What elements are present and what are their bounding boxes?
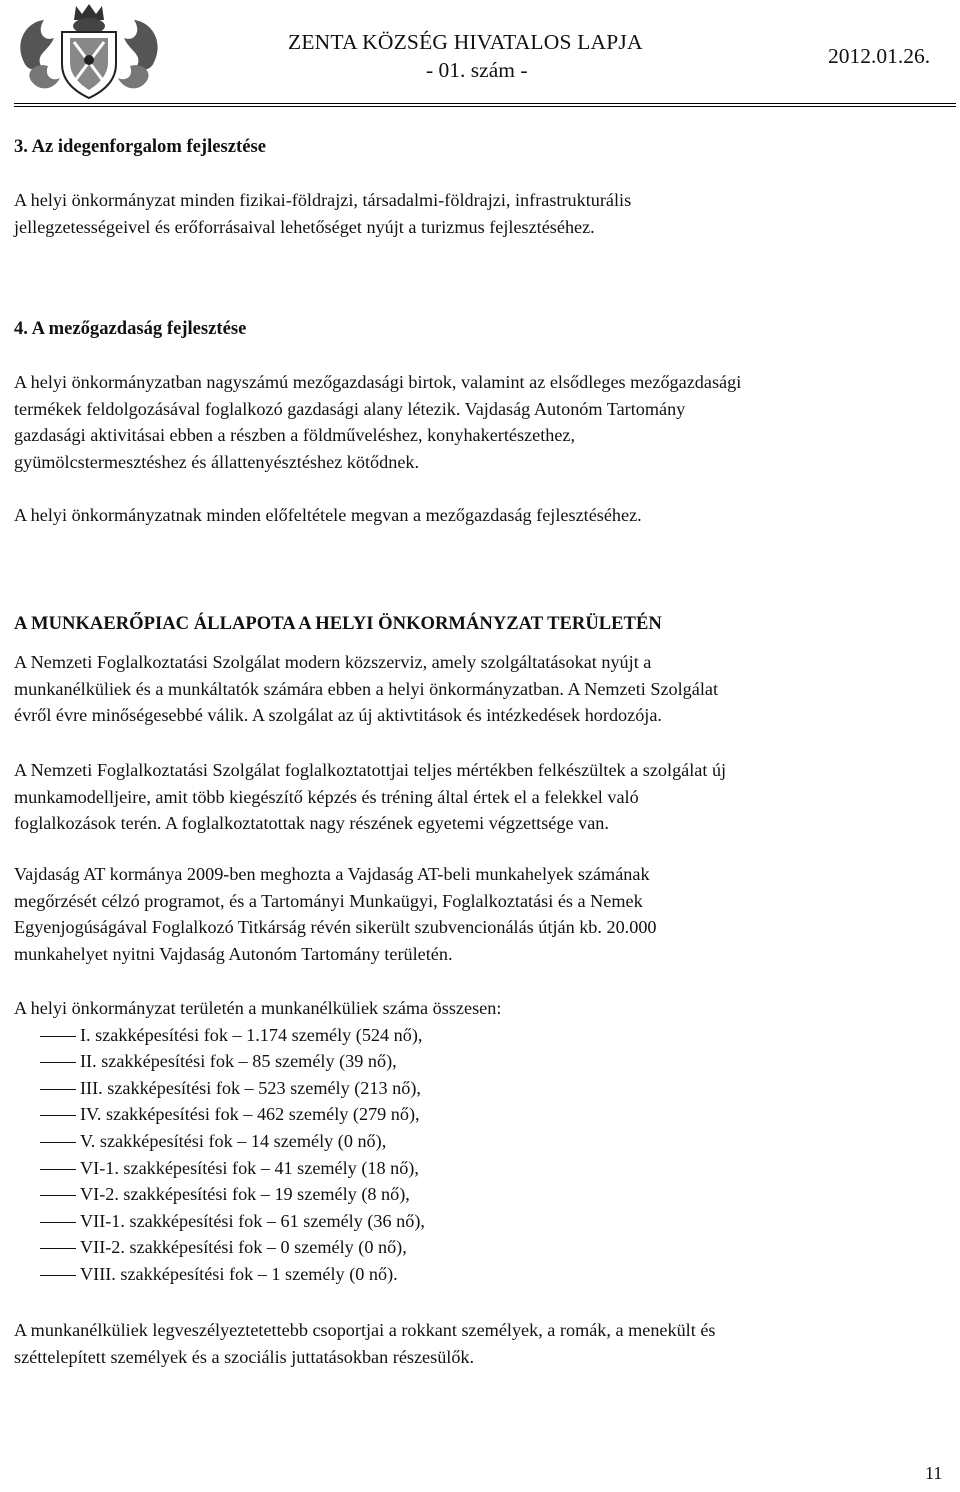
text-line: Egyenjogúságával Foglalkozó Titkárság révén sikerült szubvencionálás útján kb. 20.000: [14, 917, 657, 938]
list-item: VII-2. szakképesítési fok – 0 személy (0 nő),: [14, 1234, 944, 1261]
text-line: A helyi önkormányzatnak minden előfeltétele megvan a mezőgazdaság fejlesztéséhez.: [14, 505, 642, 525]
section-heading: 3. Az idegenforgalom fejlesztése: [14, 136, 266, 157]
text-line: széttelepített személyek és a szociális juttatásokban részesülők.: [14, 1346, 475, 1367]
labour-para1: [14, 649, 944, 729]
list-item: VIII. szakképesítési fok – 1 személy (0 nő).: [14, 1261, 944, 1288]
text-line: megőrzését célzó programot, és a Tartományi Munkaügyi, Foglalkoztatási és a Nemek: [14, 890, 643, 911]
issue-number: - 01. szám -: [426, 58, 528, 82]
labour-para4: [14, 1317, 944, 1370]
section-agriculture-para1: [14, 369, 944, 475]
section-tourism: [14, 134, 944, 161]
text-line: évről évre minőségesebbé válik. A szolgálat az új aktivtitások és intézkedések hordozója.: [14, 705, 662, 726]
text-line: A munkanélküliek legveszélyeztetettebb csoportjai a rokkant személyek, a romák, a menekült és: [14, 1320, 716, 1340]
page-header: [0, 0, 960, 106]
publication-date: 2012.01.26.: [828, 44, 931, 68]
text-line: munkanélküliek és a munkáltatók számára ebben a helyi önkormányzatban. A Nemzeti Szolgálat: [14, 678, 719, 699]
text-line: gyümölcstermesztéshez és állattenyésztéshez kötődnek.: [14, 451, 420, 472]
text-line: foglalkozások terén. A foglalkoztatottak nagy részének egyetemi végzettsége van.: [14, 813, 609, 834]
labour-para3: [14, 861, 944, 967]
section-tourism-text: [14, 187, 944, 240]
list-intro: A helyi önkormányzat területén a munkanélküliek száma összesen:: [14, 998, 502, 1018]
section-agriculture: [14, 316, 944, 343]
text-line: gazdasági aktivitásai ebben a részben a földműveléshez, konyhakertészethez,: [14, 425, 576, 446]
unemployment-list-block: [14, 995, 944, 1288]
text-line: A helyi önkormányzatban nagyszámú mezőgazdasági birtok, valamint az elsődleges mezőgazdasági: [14, 372, 742, 392]
page-number: 11: [925, 1463, 943, 1483]
text-line: munkahelyet nyitni Vajdaság Autonóm Tartomány területén.: [14, 943, 453, 964]
list-item: II. szakképesítési fok – 85 személy (39 nő),: [14, 1048, 944, 1075]
list-item: III. szakképesítési fok – 523 személy (213 nő),: [14, 1075, 944, 1102]
list-item: VI-2. szakképesítési fok – 19 személy (8 nő),: [14, 1181, 944, 1208]
section-labour-market: [14, 611, 944, 638]
text-line: A Nemzeti Foglalkoztatási Szolgálat foglalkoztatottjai teljes mértékben felkészültek a szolgálat új: [14, 760, 727, 780]
coat-of-arms-icon: [14, 2, 164, 100]
section-agriculture-para2: [14, 502, 944, 529]
text-line: A Nemzeti Foglalkoztatási Szolgálat modern közszerviz, amely szolgáltatásokat nyújt a: [14, 652, 652, 672]
text-line: Vajdaság AT kormánya 2009-ben meghozta a Vajdaság AT-beli munkahelyek számának: [14, 864, 650, 884]
list-item: VII-1. szakképesítési fok – 61 személy (36 nő),: [14, 1208, 944, 1235]
list-item: V. szakképesítési fok – 14 személy (0 nő),: [14, 1128, 944, 1155]
text-line: termékek feldolgozásával foglalkozó gazdasági alany létezik. Vajdaság Autonóm Tartomány: [14, 398, 686, 419]
text-line: munkamodelljeire, amit több kiegészítő képzés és tréning által értek el a felekkel való: [14, 786, 639, 807]
text-line: jellegzetességeivel és erőforrásaival lehetőséget nyújt a turizmus fejlesztéséhez.: [14, 216, 595, 237]
list-item: VI-1. szakképesítési fok – 41 személy (18 nő),: [14, 1155, 944, 1182]
section-heading: 4. A mezőgazdaság fejlesztése: [14, 318, 247, 339]
header-divider: [14, 103, 956, 107]
text-line: A helyi önkormányzat minden fizikai-földrajzi, társadalmi-földrajzi, infrastrukturális: [14, 190, 632, 210]
unemployment-list: [14, 1022, 944, 1288]
list-item: IV. szakképesítési fok – 462 személy (279 nő),: [14, 1101, 944, 1128]
section-heading: A MUNKAERŐPIAC ÁLLAPOTA A HELYI ÖNKORMÁNYZAT TERÜLETÉN: [14, 613, 662, 634]
labour-para2: [14, 757, 944, 837]
publication-title: ZENTA KÖZSÉG HIVATALOS LAPJA: [288, 30, 643, 54]
list-item: I. szakképesítési fok – 1.174 személy (524 nő),: [14, 1022, 944, 1049]
